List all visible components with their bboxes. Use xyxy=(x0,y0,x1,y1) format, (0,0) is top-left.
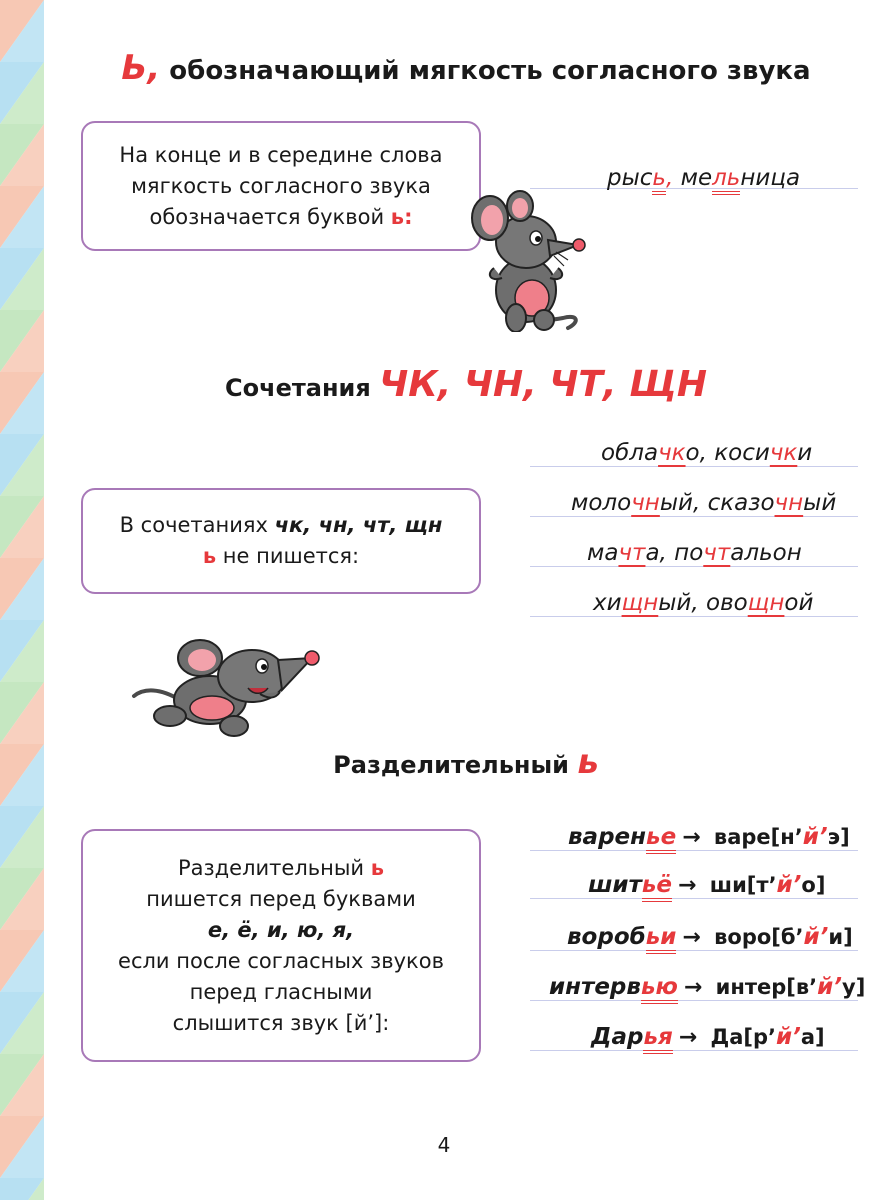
rule-line: если после согласных звуков xyxy=(118,948,444,973)
section3-title xyxy=(44,742,888,782)
transcription: у] xyxy=(842,975,866,999)
ruled-line xyxy=(530,616,858,617)
transcription: и] xyxy=(828,925,853,949)
ruled-line xyxy=(530,566,858,567)
separating-sign-example xyxy=(591,1024,825,1050)
title-text: обозначающий мягкость согласного звука xyxy=(160,56,811,86)
yot-sound: й’ xyxy=(802,824,828,850)
arrow-icon: → xyxy=(678,873,697,898)
transcription: ши[т’ xyxy=(702,873,777,897)
highlighted-letters: ья xyxy=(643,1024,672,1054)
yot-sound: й’ xyxy=(817,974,843,1000)
separating-sign-example xyxy=(549,974,865,1000)
arrow-icon: → xyxy=(678,1025,698,1050)
soft-sign-letter: ь xyxy=(202,544,217,568)
running-mouse-illustration xyxy=(130,630,325,740)
ruled-line xyxy=(530,1000,858,1001)
yot-sound: й’ xyxy=(776,872,802,898)
rule-line: ь не пишется: xyxy=(202,544,360,568)
mouse-illustration xyxy=(468,190,590,332)
separating-sign-example xyxy=(567,924,853,950)
word-part: шит xyxy=(588,872,642,898)
transcription: интер[в’ xyxy=(708,975,818,999)
rule-line: Разделительный ь xyxy=(177,855,385,880)
word-part: Дар xyxy=(591,1024,644,1050)
rule-line: На конце и в середине слова xyxy=(119,142,443,167)
ruled-line xyxy=(530,516,858,517)
vowel-list: е, ё, и, ю, я, xyxy=(207,917,355,942)
combos-text: чк, чн, чт, щн xyxy=(274,513,443,537)
word-part: варен xyxy=(568,824,647,850)
ruled-line xyxy=(530,1050,858,1051)
yot-sound: й’ xyxy=(776,1024,801,1050)
ruled-line xyxy=(530,850,858,851)
title-text: Сочетания xyxy=(225,374,380,402)
transcription: а] xyxy=(800,1025,825,1049)
transcription: э] xyxy=(827,825,850,849)
highlighted-letters: ьё xyxy=(642,872,672,902)
rule-box-combos xyxy=(81,488,481,594)
page-number: 4 xyxy=(437,1133,451,1157)
rule-box-soft-sign xyxy=(81,121,481,251)
arrow-icon: → xyxy=(682,825,701,850)
yot-sound: й’ xyxy=(803,924,829,950)
rule-line: пишется перед буквами xyxy=(146,886,416,911)
rule-box-separating-sign xyxy=(81,829,481,1062)
combo-example: хищный, овощной xyxy=(593,590,814,616)
arrow-icon: → xyxy=(683,975,703,1000)
transcription: Да[р’ xyxy=(703,1025,777,1049)
separating-sign-example xyxy=(568,824,850,850)
title-text: Разделительный xyxy=(333,751,578,779)
rule-line: перед гласными xyxy=(189,979,373,1004)
word-part: вороб xyxy=(567,924,646,950)
title-combos: ЧК, ЧН, ЧТ, ЩН xyxy=(379,364,707,405)
transcription: варе[н’ xyxy=(706,825,803,849)
highlighted-letters: ью xyxy=(641,974,678,1004)
separating-sign-example xyxy=(588,872,825,898)
combo-example: молочный, сказочный xyxy=(571,490,837,516)
decorative-border xyxy=(0,0,44,1200)
rule-line: мягкость согласного звука xyxy=(131,173,431,198)
rule-line: В сочетаниях чк, чн, чт, щн xyxy=(119,513,443,537)
title-soft-sign: ь xyxy=(577,742,599,782)
highlighted-letters: ьи xyxy=(646,924,677,954)
rule-line: обозначается буквой ь: xyxy=(149,204,413,229)
rule-line: слышится звук [й’]: xyxy=(172,1010,390,1035)
arrow-icon: → xyxy=(682,925,701,950)
transcription: о] xyxy=(801,873,826,897)
combo-example: мачта, почтальон xyxy=(587,540,802,566)
combo-example: облачко, косички xyxy=(601,440,813,466)
ruled-line xyxy=(530,950,858,951)
section1-title xyxy=(44,48,888,88)
ruled-line xyxy=(530,898,858,899)
word-part: интерв xyxy=(549,974,641,1000)
example-line: рысь, мельница xyxy=(607,165,800,191)
highlighted-letters: ье xyxy=(646,824,676,854)
soft-sign-letter: ь xyxy=(370,855,385,880)
transcription: воро[б’ xyxy=(706,925,804,949)
section2-title xyxy=(44,364,888,405)
soft-sign-letter: ь: xyxy=(390,204,413,229)
ruled-line xyxy=(530,466,858,467)
title-soft-sign: Ь, xyxy=(121,48,161,88)
